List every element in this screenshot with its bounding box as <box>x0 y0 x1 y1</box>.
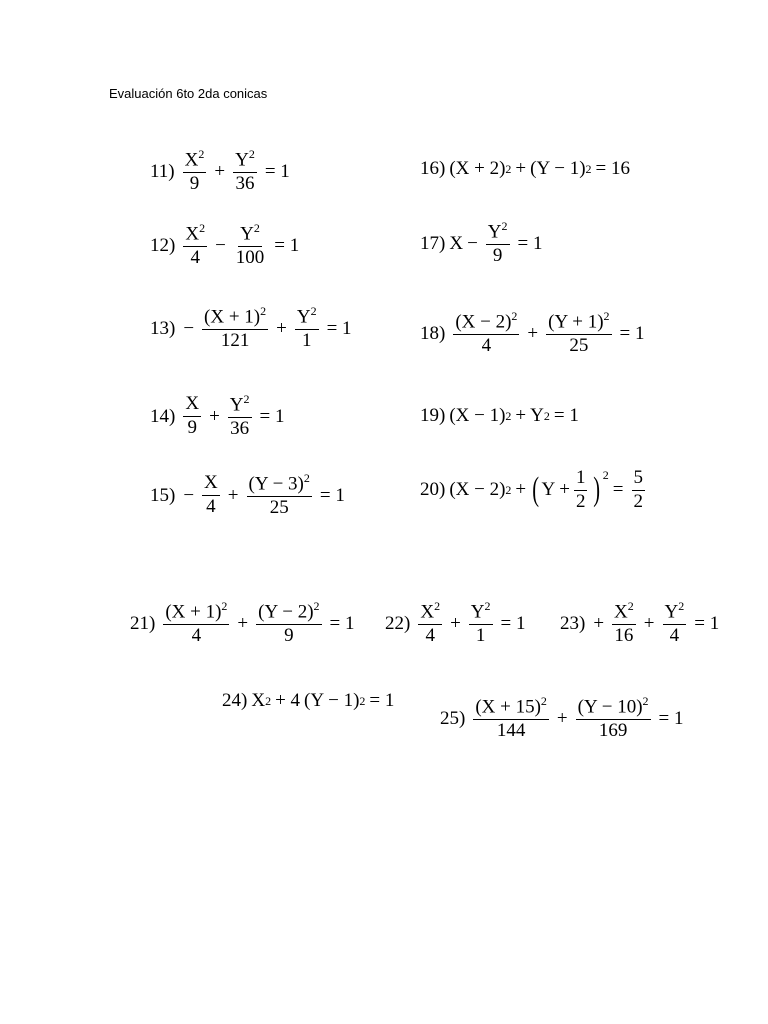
equation-number: 19) <box>420 405 446 426</box>
exponent: 2 <box>602 468 609 482</box>
equation-number: 16) <box>420 158 446 179</box>
fraction <box>247 472 312 519</box>
numerator: X <box>614 601 628 623</box>
fraction <box>418 600 442 647</box>
term: (Y − 1) <box>530 158 586 179</box>
numerator: Y <box>240 223 254 245</box>
exponent: 2 <box>505 408 512 423</box>
equation-25 <box>440 695 688 742</box>
exponent: 2 <box>501 219 508 233</box>
denominator: 100 <box>235 247 265 269</box>
exponent: 2 <box>484 599 491 613</box>
exponent: 2 <box>313 599 320 613</box>
exponent: 2 <box>253 221 260 235</box>
exponent: 2 <box>585 161 592 176</box>
numerator: Y <box>664 601 679 623</box>
exponent: 2 <box>199 221 206 235</box>
numerator: (Y − 3) <box>248 473 304 495</box>
equation-number: 23) <box>560 612 586 634</box>
operator: − <box>183 484 195 506</box>
equation-number: 11) <box>150 160 175 182</box>
denominator: 4 <box>425 625 435 647</box>
equation-23 <box>560 600 723 647</box>
operator: + <box>227 484 239 506</box>
document-title: Evaluación 6to 2da conicas <box>109 86 268 101</box>
operator: + <box>237 612 249 634</box>
numerator: 5 <box>632 468 646 491</box>
fraction <box>183 222 207 269</box>
denominator: 4 <box>206 496 216 518</box>
numerator: X <box>420 601 435 623</box>
fraction <box>183 148 207 195</box>
exponent: 2 <box>540 694 547 708</box>
denominator: 4 <box>481 335 492 357</box>
exponent: 2 <box>505 482 512 497</box>
operator: + <box>450 612 461 634</box>
right-hand-side: = 1 <box>264 160 290 182</box>
fraction <box>574 468 588 513</box>
right-hand-side: = 1 <box>500 612 526 634</box>
term: (Y − 1) <box>304 690 360 711</box>
fraction <box>546 310 611 357</box>
right-hand-side: = 1 <box>274 234 300 256</box>
operator: − <box>215 234 226 256</box>
exponent: 2 <box>243 392 250 406</box>
numerator: (X + 15) <box>475 696 541 718</box>
operator: + <box>209 405 220 427</box>
right-paren: ) <box>593 471 601 509</box>
denominator: 1 <box>475 625 486 647</box>
equals-sign: = <box>612 479 624 501</box>
exponent: 2 <box>603 309 610 323</box>
denominator: 36 <box>230 418 250 440</box>
left-paren: ( <box>532 471 540 509</box>
denominator: 25 <box>269 497 289 519</box>
operator: + <box>214 160 226 182</box>
numerator: (Y − 10) <box>577 696 643 718</box>
fraction <box>486 220 510 267</box>
exponent: 2 <box>265 693 272 708</box>
fraction <box>233 148 257 195</box>
operator: + <box>527 322 539 344</box>
exponent: 2 <box>434 599 441 613</box>
exponent: 2 <box>543 408 550 423</box>
denominator: 1 <box>301 330 312 352</box>
numerator: Y <box>296 306 311 328</box>
equation-number: 20) <box>420 479 446 501</box>
equation-number: 13) <box>150 317 176 339</box>
equation-number: 25) <box>440 707 466 729</box>
equation-12 <box>150 222 303 269</box>
denominator: 9 <box>187 417 197 439</box>
numerator: Y <box>229 394 244 416</box>
denominator: 144 <box>496 720 526 742</box>
right-hand-side: = 1 <box>619 322 645 344</box>
operator: + 4 <box>275 690 301 711</box>
denominator: 9 <box>284 625 294 647</box>
denominator: 25 <box>569 335 589 357</box>
operator: − <box>467 232 478 254</box>
equation-21 <box>130 600 359 647</box>
numerator: 1 <box>574 468 588 491</box>
right-hand-side: = 1 <box>329 612 355 634</box>
denominator: 169 <box>598 720 628 742</box>
denominator: 9 <box>189 173 200 195</box>
equation-14 <box>150 393 288 440</box>
operator: + <box>643 612 655 634</box>
fraction <box>295 305 319 352</box>
right-hand-side: = 1 <box>553 405 579 426</box>
numerator: Y <box>487 221 502 243</box>
numerator: X <box>185 223 200 245</box>
fraction <box>256 600 321 647</box>
numerator: (Y + 1) <box>548 311 604 333</box>
right-hand-side: = 1 <box>319 484 345 506</box>
fraction <box>202 305 268 352</box>
fraction <box>453 310 519 357</box>
term: (X + 2) <box>449 158 506 179</box>
term: Y <box>530 405 544 426</box>
exponent: 2 <box>221 599 228 613</box>
fraction <box>234 222 267 269</box>
exponent: 2 <box>198 147 205 161</box>
denominator: 2 <box>633 490 643 512</box>
equation-17 <box>420 220 546 267</box>
fraction <box>183 394 201 439</box>
exponent: 2 <box>511 309 518 323</box>
operator: + <box>276 317 287 339</box>
equation-number: 12) <box>150 234 176 256</box>
equation-number: 17) <box>420 232 446 254</box>
numerator: Y <box>470 601 485 623</box>
equation-number: 14) <box>150 405 176 427</box>
fraction <box>163 600 229 647</box>
denominator: 2 <box>575 490 586 512</box>
equation-number: 22) <box>385 612 411 634</box>
fraction <box>663 600 687 647</box>
right-hand-side: = 16 <box>595 158 630 179</box>
term: Y + <box>541 479 570 501</box>
denominator: 4 <box>191 625 202 647</box>
equation-number: 18) <box>420 322 446 344</box>
denominator: 36 <box>235 173 255 195</box>
right-hand-side: = 1 <box>369 690 395 711</box>
equation-20 <box>420 468 649 513</box>
denominator: 4 <box>190 247 200 269</box>
right-hand-side: = 1 <box>658 707 684 729</box>
numerator: (X + 1) <box>204 306 261 328</box>
exponent: 2 <box>303 471 310 485</box>
exponent: 2 <box>627 599 634 613</box>
exponent: 2 <box>248 147 255 161</box>
exponent: 2 <box>678 599 685 613</box>
equation-13 <box>150 305 356 352</box>
denominator: 4 <box>669 625 680 647</box>
equation-11 <box>150 148 294 195</box>
equation-16 <box>420 158 634 180</box>
fraction <box>473 695 549 742</box>
equation-19 <box>420 405 583 427</box>
term: X <box>251 690 266 711</box>
numerator: X <box>202 473 220 496</box>
exponent: 2 <box>310 304 317 318</box>
operator: − <box>183 317 195 339</box>
equation-18 <box>420 310 649 357</box>
numerator: X <box>184 149 199 171</box>
fraction <box>632 468 646 513</box>
fraction <box>469 600 493 647</box>
equation-number: 24) <box>222 690 248 711</box>
exponent: 2 <box>505 161 512 176</box>
exponent: 2 <box>359 693 366 708</box>
numerator: (X − 2) <box>455 311 512 333</box>
exponent: 2 <box>260 304 267 318</box>
term: (X − 1) <box>449 405 506 426</box>
fraction <box>576 695 651 742</box>
equation-22 <box>385 600 529 647</box>
fraction <box>228 393 252 440</box>
operator: + <box>593 612 605 634</box>
numerator: Y <box>235 149 249 171</box>
right-hand-side: = 1 <box>694 612 720 634</box>
denominator: 121 <box>220 330 250 352</box>
equation-number: 21) <box>130 612 156 634</box>
operator: + <box>515 479 527 501</box>
operator: + <box>515 405 527 426</box>
numerator: (X + 1) <box>165 601 222 623</box>
denominator: 16 <box>614 625 634 647</box>
right-hand-side: = 1 <box>326 317 352 339</box>
fraction <box>612 600 636 647</box>
equation-24 <box>222 690 398 712</box>
fraction <box>202 473 220 518</box>
term: (X − 2) <box>449 479 506 501</box>
numerator: X <box>183 394 201 417</box>
right-hand-side: = 1 <box>517 232 543 254</box>
denominator: 9 <box>492 245 503 267</box>
equation-15 <box>150 472 349 519</box>
equation-number: 15) <box>150 484 176 506</box>
term: X <box>449 232 464 254</box>
exponent: 2 <box>642 694 649 708</box>
numerator: (Y − 2) <box>258 601 314 623</box>
right-hand-side: = 1 <box>259 405 285 427</box>
operator: + <box>515 158 527 179</box>
operator: + <box>556 707 568 729</box>
